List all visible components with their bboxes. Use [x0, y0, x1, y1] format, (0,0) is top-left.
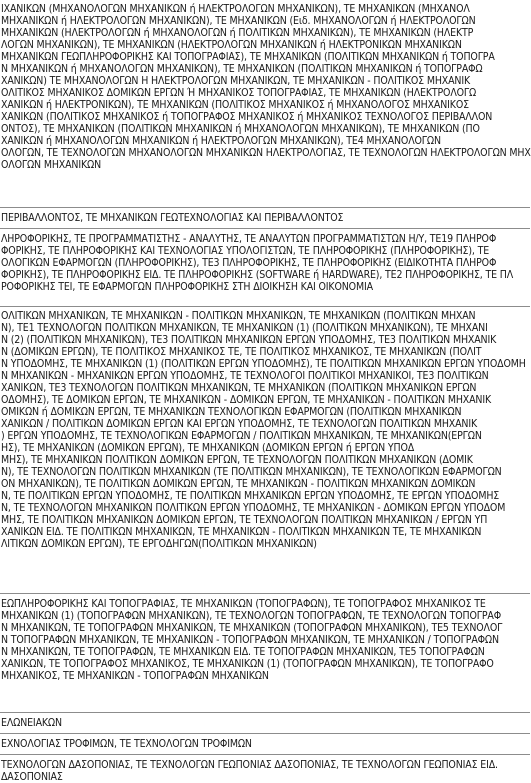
qualification-text-line: ΧΑΝΙΚΩΝ ή ΗΛΕΚΤΡΟΝΙΚΩΝ), ΤΕ ΜΗΧΑΝΙΚΩΝ (ΠΟΛΙΤΙΚΟΣ ΜΗΧΑΝΙΚΟΣ ή ΜΗΧΑΝΟΛΟΓΟΣ ΜΗΧΑΝΙΚΟΣ: [1, 99, 469, 111]
qualification-section: [0, 231, 530, 309]
qualification-text-line: Ν (ΔΟΜΙΚΩΝ ΕΡΓΩΝ), ΤΕ ΠΟΛΙΤΙΚΟΣ ΜΗΧΑΝΙΚΟΣ ΤΕ, ΤΕ ΠΟΛΙΤΙΚΟΣ ΜΗΧΑΝΙΚΟΣ, ΤΕ ΜΗΧΑΝΙΚΩΝ (ΠΟΛΙΤ: [1, 346, 482, 358]
qualification-section: [0, 3, 530, 210]
qualification-section: [0, 596, 530, 715]
qualification-text-line: ΧΑΝΙΚΩΝ ΕΙΔ. ΤΕ ΠΟΛΙΤΙΚΩΝ ΜΗΧΑΝΙΚΩΝ, ΤΕ ΜΗΧΑΝΙΚΩΝ - ΠΟΛΙΤΙΚΩΝ ΜΗΧΑΝΙΚΩΝ ΤΕ, ΤΕ ΜΗΧΑΝΙΚΩΝ: [1, 526, 482, 538]
qualification-text-line: Ν ΥΠΟΔΟΜΗΣ, ΤΕ ΜΗΧΑΝΙΚΩΝ (1) (ΠΟΛΙΤΙΚΩΝ ΕΡΓΩΝ ΥΠΟΔΟΜΗΣ), ΤΕ ΠΟΛΙΤΙΚΩΝ ΜΗΧΑΝΙΚΩΝ ΕΡΓΩΝ ΥΠΟΔΟΜΗ: [1, 358, 526, 370]
qualification-text-line: ΜΗΧΑΝΙΚΩΝ (1) (ΤΟΠΟΓΡΑΦΩΝ ΜΗΧΑΝΙΚΩΝ), ΤΕ ΤΕΧΝΟΛΟΓΩΝ ΤΟΠΟΓΡΑΦΩΝ, ΤΕ ΤΕΧΝΟΛΟΓΩΝ ΤΟΠΟΓΡΑΦ: [1, 610, 501, 622]
qualification-text-line: Ν), ΤΕ1 ΤΕΧΝΟΛΟΓΩΝ ΠΟΛΙΤΙΚΩΝ ΜΗΧΑΝΙΚΩΝ, ΤΕ ΜΗΧΑΝΙΚΩΝ (1) (ΠΟΛΙΤΙΚΩΝ ΜΗΧΑΝΙΚΩΝ), ΤΕ ΜΗΧΑΝΙ: [1, 322, 488, 334]
row-divider: [0, 228, 530, 229]
qualification-text-line: Ν ΜΗΧΑΝΙΚΩΝ - ΜΗΧΑΝΙΚΩΝ ΕΡΓΩΝ ΥΠΟΔΟΜΗΣ, ΤΕ ΤΕΧΝΟΛΟΓΟΙ ΠΟΛΙΤΙΚΟΙ ΜΗΧΑΝΙΚΟΙ, ΤΕ3 ΠΟΛΙΤΙΚΩΝ: [1, 370, 489, 382]
qualification-text-line: Ν ΜΗΧΑΝΙΚΩΝ, ΤΕ ΤΟΠΟΓΡΑΦΩΝ, ΤΕ ΜΗΧΑΝΙΚΩΝ ΕΙΔ. ΤΕ ΤΟΠΟΓΡΑΦΩΝ ΜΗΧΑΝΙΚΩΝ, ΤΕ5 ΤΟΠΟΓΡΑΦΩΝ: [1, 646, 485, 658]
qualification-text-line: ΦΟΡΙΚΗΣ), ΤΕ ΠΛΗΡΟΦΟΡΙΚΗΣ ΕΙΔ. ΤΕ ΠΛΗΡΟΦΟΡΙΚΗΣ (SOFTWARE ή HARDWARE), ΤΕ2 ΠΛΗΡΟΦΟΡΙΚΗΣ, ΤΕ ΠΛ: [1, 269, 514, 281]
qualification-text-line: ΜΗΣ, ΤΕ ΠΟΛΙΤΙΚΩΝ ΜΗΧΑΝΙΚΩΝ ΔΟΜΙΚΩΝ ΕΡΓΩΝ, ΤΕ ΤΕΧΝΟΛΟΓΩΝ ΠΟΛΙΤΙΚΩΝ ΜΗΧΑΝΙΚΩΝ / ΕΡΓΩΝ ΥΠ: [1, 514, 488, 526]
qualification-text-line: ΟΛΙΤΙΚΩΝ ΜΗΧΑΝΙΚΩΝ, ΤΕ ΜΗΧΑΝΙΚΩΝ - ΠΟΛΙΤΙΚΩΝ ΜΗΧΑΝΙΚΩΝ, ΤΕ ΜΗΧΑΝΙΚΩΝ (ΠΟΛΙΤΙΚΩΝ ΜΗΧΑΝ: [1, 310, 476, 322]
qualification-text-line: ΧΑΝΙΚΩΝ, ΤΕ ΤΟΠΟΓΡΑΦΟΣ ΜΗΧΑΝΙΚΟΣ, ΤΕ ΜΗΧΑΝΙΚΩΝ (1) (ΤΟΠΟΓΡΑΦΩΝ ΜΗΧΑΝΙΚΩΝ), ΤΕ ΤΟΠΟΓΡΑΦΟ: [1, 658, 494, 670]
qualification-text-line: ) ΕΡΓΩΝ ΥΠΟΔΟΜΗΣ, ΤΕ ΤΕΧΝΟΛΟΓΙΚΩΝ ΕΦΑΡΜΟΓΩΝ / ΠΟΛΙΤΙΚΩΝ ΜΗΧΑΝΙΚΩΝ, ΤΕ ΜΗΧΑΝΙΚΩΝ(ΕΡΓΩΝ: [1, 430, 482, 442]
qualification-text-line: Ν, ΤΕ ΠΟΛΙΤΙΚΩΝ ΕΡΓΩΝ ΥΠΟΔΟΜΗΣ, ΤΕ ΠΟΛΙΤΙΚΩΝ ΜΗΧΑΝΙΚΩΝ ΕΡΓΩΝ ΥΠΟΔΟΜΗΣ, ΤΕ ΕΡΓΩΝ ΥΠΟΔΟΜΗΣ: [1, 490, 500, 502]
qualification-text-line: ΠΕΡΙΒΑΛΛΟΝΤΟΣ, ΤΕ ΜΗΧΑΝΙΚΩΝ ΓΕΩΤΕΧΝΟΛΟΓΙΑΣ ΚΑΙ ΠΕΡΙΒΑΛΛΟΝΤΟΣ: [1, 212, 344, 224]
qualification-text-line: Ν ΤΟΠΟΓΡΑΦΩΝ ΜΗΧΑΝΙΚΩΝ, ΤΕ ΜΗΧΑΝΙΚΩΝ - ΤΟΠΟΓΡΑΦΩΝ ΜΗΧΑΝΙΚΩΝ, ΤΕ ΜΗΧΑΝΙΚΩΝ / ΤΟΠΟΓΡΑΦΩΝ: [1, 634, 499, 646]
row-divider: [0, 754, 530, 755]
qualification-text-line: ΡΟΦΟΡΙΚΗΣ ΤΕΙ, ΤΕ ΕΦΑΡΜΟΓΩΝ ΠΛΗΡΟΦΟΡΙΚΗΣ ΣΤΗ ΔΙΟΙΚΗΣΗ ΚΑΙ ΟΙΚΟΝΟΜΙΑ: [1, 281, 373, 293]
qualification-text-line: ΛΗΡΟΦΟΡΙΚΗΣ, ΤΕ ΠΡΟΓΡΑΜΜΑΤΙΣΤΗΣ - ΑΝΑΛΥΤΗΣ, ΤΕ ΑΝΑΛΥΤΩΝ ΠΡΟΓΡΑΜΜΑΤΙΣΤΩΝ Η/Υ, ΤΕ19 ΠΛΗΡΟΦ: [1, 233, 497, 245]
qualification-text-line: ΜΗΣ), ΤΕ ΜΗΧΑΝΙΚΩΝ ΠΟΛΙΤΙΚΩΝ ΔΟΜΙΚΩΝ ΕΡΓΩΝ, ΤΕ ΤΕΧΝΟΛΟΓΩΝ ΠΟΛΙΤΙΚΩΝ ΜΗΧΑΝΙΚΩΝ (ΔΟΜΙΚ: [1, 454, 473, 466]
row-divider: [0, 712, 530, 713]
qualification-text-line: ΜΗΧΑΝΙΚΩΝ ή ΗΛΕΚΤΡΟΛΟΓΩΝ ΜΗΧΑΝΙΚΩΝ), ΤΕ ΜΗΧΑΝΙΚΩΝ (Ειδ. ΜΗΧΑΝΟΛΟΓΩΝ ή ΗΛΕΚΤΡΟΛΟΓΩΝ: [1, 15, 476, 27]
qualification-text-line: ΕΧΝΟΛΟΓΙΑΣ ΤΡΟΦΙΜΩΝ, ΤΕ ΤΕΧΝΟΛΟΓΩΝ ΤΡΟΦΙΜΩΝ: [1, 738, 252, 750]
qualification-text-line: ΟΔΟΜΗΣ), ΤΕ ΔΟΜΙΚΩΝ ΕΡΓΩΝ, ΤΕ ΜΗΧΑΝΙΚΩΝ - ΔΟΜΙΚΩΝ ΕΡΓΩΝ, ΤΕ ΜΗΧΑΝΙΚΩΝ - ΠΟΛΙΤΙΚΩΝ ΜΗΧΑΝΙΚ: [1, 394, 492, 406]
qualification-text-line: ΔΑΣΟΠΟΝΙΑΣ: [1, 771, 63, 783]
qualification-text-line: ΧΑΝΙΚΩΝ / ΠΟΛΙΤΙΚΩΝ ΔΟΜΙΚΩΝ ΕΡΓΩΝ ΚΑΙ ΕΡΓΩΝ ΥΠΟΔΟΜΗΣ, ΤΕ ΤΕΧΝΟΛΟΓΩΝ ΠΟΛΙΤΙΚΩΝ ΜΗΧΑΝΙΚ: [1, 418, 478, 430]
qualification-text-line: ΜΗΧΑΝΙΚΟΣ, ΤΕ ΜΗΧΑΝΙΚΩΝ - ΤΟΠΟΓΡΑΦΩΝ ΜΗΧΑΝΙΚΩΝ: [1, 670, 269, 682]
qualification-text-line: Ν), ΤΕ ΤΕΧΝΟΛΟΓΩΝ ΠΟΛΙΤΙΚΩΝ ΜΗΧΑΝΙΚΩΝ (ΤΕ ΠΟΛΙΤΙΚΩΝ ΜΗΧΑΝΙΚΩΝ), ΤΕ ΤΕΧΝΟΛΟΓΙΚΩΝ ΕΦΑΡΜΟΓΩΝ: [1, 466, 502, 478]
qualification-text-line: ΟΝ ΜΗΧΑΝΙΚΩΝ), ΤΕ ΠΟΛΙΤΙΚΩΝ ΔΟΜΙΚΩΝ ΕΡΓΩΝ, ΤΕ ΜΗΧΑΝΙΚΩΝ - ΠΟΛΙΤΙΚΩΝ ΜΗΧΑΝΙΚΩΝ ΔΟΜΙΚΩΝ: [1, 478, 476, 490]
qualification-text-line: ΟΛΙΤΙΚΟΣ ΜΗΧΑΝΙΚΟΣ ΔΟΜΙΚΩΝ ΕΡΓΩΝ Ή ΜΗΧΑΝΙΚΟΣ ΤΟΠΟΓΡΑΦΙΑΣ, ΤΕ ΜΗΧΑΝΙΚΩΝ (ΗΛΕΚΤΡΟΛΟΓΩ: [1, 87, 477, 99]
qualification-text-line: ΕΛΩΝΕΙΑΚΩΝ: [1, 717, 62, 729]
qualification-text-line: ΜΗΧΑΝΙΚΩΝ (ΗΛΕΚΤΡΟΛΟΓΩΝ ή ΜΗΧΑΝΟΛΟΓΩΝ ή ΠΟΛΙΤΙΚΩΝ ΜΗΧΑΝΙΚΩΝ), ΤΕ ΜΗΧΑΝΙΚΩΝ (ΗΛΕΚΤΡ: [1, 27, 474, 39]
qualification-text-line: Ν ΜΗΧΑΝΙΚΩΝ ή ΜΗΧΑΝΟΛΟΓΩΝ ΜΗΧΑΝΙΚΩΝ), ΤΕ ΜΗΧΑΝΙΚΩΝ (ΠΟΛΙΤΙΚΩΝ ΜΗΧΑΝΙΚΩΝ ή ΤΟΠΟΓΡΑΦΩ: [1, 63, 483, 75]
qualification-text-line: ΕΩΠΛΗΡΟΦΟΡΙΚΗΣ ΚΑΙ ΤΟΠΟΓΡΑΦΙΑΣ, ΤΕ ΜΗΧΑΝΙΚΩΝ (ΤΟΠΟΓΡΑΦΩΝ), ΤΕ ΤΟΠΟΓΡΑΦΟΣ ΜΗΧΑΝΙΚΟΣ ΤΕ: [1, 598, 486, 610]
row-divider: [0, 207, 530, 208]
qualification-text-line: ΦΟΡΙΚΗΣ, ΤΕ ΠΛΗΡΟΦΟΡΙΚΗΣ ΚΑΙ ΤΕΧΝΟΛΟΓΙΑΣ ΥΠΟΛΟΓΙΣΤΩΝ, ΤΕ ΠΛΗΡΟΦΟΡΙΚΗΣ (ΠΛΗΡΟΦΟΡΙΚΗΣ), ΤΕ: [1, 245, 490, 257]
qualification-text-line: ΤΕΧΝΟΛΟΓΩΝ ΔΑΣΟΠΟΝΙΑΣ, ΤΕ ΤΕΧΝΟΛΟΓΩΝ ΓΕΩΠΟΝΙΑΣ ΔΑΣΟΠΟΝΙΑΣ, ΤΕ ΤΕΧΝΟΛΟΓΩΝ ΓΕΩΠΟΝΙΑΣ ΕΙΔ.: [1, 759, 498, 771]
qualification-text-line: ΜΗΧΑΝΙΚΩΝ ΓΕΩΠΛΗΡΟΦΟΡΙΚΗΣ ΚΑΙ ΤΟΠΟΓΡΑΦΙΑΣ), ΤΕ ΜΗΧΑΝΙΚΩΝ (ΠΟΛΙΤΙΚΩΝ ΜΗΧΑΝΙΚΩΝ ή ΤΟΠΟΓΡΑ: [1, 51, 495, 63]
qualification-text-line: ΟΝΤΟΣ), ΤΕ ΜΗΧΑΝΙΚΩΝ (ΠΟΛΙΤΙΚΩΝ ΜΗΧΑΝΙΚΩΝ ή ΜΗΧΑΝΟΛΟΓΩΝ ΜΗΧΑΝΙΚΩΝ), ΤΕ ΜΗΧΑΝΙΚΩΝ (ΠΟ: [1, 123, 480, 135]
qualification-text-line: ΗΣ), ΤΕ ΜΗΧΑΝΙΚΩΝ (ΔΟΜΙΚΩΝ ΕΡΓΩΝ), ΤΕ ΜΗΧΑΝΙΚΩΝ (ΔΟΜΙΚΩΝ ΕΡΓΩΝ ή ΕΡΓΩΝ ΥΠΟΔ: [1, 442, 415, 454]
qualification-text-line: ΧΑΝΙΚΩΝ (ΠΟΛΙΤΙΚΟΣ ΜΗΧΑΝΙΚΟΣ ή ΤΟΠΟΓΡΑΦΟΣ ΜΗΧΑΝΙΚΟΣ ή ΜΗΧΑΝΙΚΟΣ ΤΕΧΝΟΛΟΓΟΣ ΠΕΡΙΒΑΛΛΟΝ: [1, 111, 493, 123]
row-divider: [0, 593, 530, 594]
qualification-section: [0, 757, 530, 783]
qualification-section: [0, 309, 530, 596]
qualification-text-line: Ν (2) (ΠΟΛΙΤΙΚΩΝ ΜΗΧΑΝΙΚΩΝ), ΤΕ3 ΠΟΛΙΤΙΚΩΝ ΜΗΧΑΝΙΚΩΝ ΕΡΓΩΝ ΥΠΟΔΟΜΗΣ, ΤΕ3 ΠΟΛΙΤΙΚΩΝ ΜΗΧΑΝΙΚ: [1, 334, 497, 346]
qualification-text-line: ΛΟΓΩΝ ΜΗΧΑΝΙΚΩΝ), ΤΕ ΜΗΧΑΝΙΚΩΝ (ΗΛΕΚΤΡΟΛΟΓΩΝ ΜΗΧΑΝΙΚΩΝ ή ΗΛΕΚΤΡΟΝΙΚΩΝ ΜΗΧΑΝΙΚΩΝ: [1, 39, 462, 51]
qualification-text-line: Ν ΜΗΧΑΝΙΚΩΝ, ΤΕ ΤΟΠΟΓΡΑΦΩΝ ΜΗΧΑΝΙΚΩΝ, ΤΕ ΜΗΧΑΝΙΚΩΝ (ΤΟΠΟΓΡΑΦΩΝ ΜΗΧΑΝΙΚΩΝ), ΤΕ5 ΤΕΧΝΟΛΟΓ: [1, 622, 503, 634]
qualification-text-line: ΟΛΟΓΙΚΩΝ ΕΦΑΡΜΟΓΩΝ (ΠΛΗΡΟΦΟΡΙΚΗΣ), ΤΕ3 ΠΛΗΡΟΦΟΡΙΚΗΣ, ΤΕ ΠΛΗΡΟΦΟΡΙΚΗΣ (ΕΙΔΙΚΟΤΗΤΑ ΠΛΗΡΟΦ: [1, 257, 497, 269]
row-divider: [0, 733, 530, 734]
qualification-text-line: Ν, ΤΕ ΤΕΧΝΟΛΟΓΩΝ ΜΗΧΑΝΙΚΩΝ ΠΟΛΙΤΙΚΩΝ ΕΡΓΩΝ ΥΠΟΔΟΜΗΣ, ΤΕ ΜΗΧΑΝΙΚΩΝ - ΔΟΜΙΚΩΝ ΕΡΓΩΝ ΥΠΟΔΟΜ: [1, 502, 506, 514]
qualification-text-line: ΟΜΙΚΩΝ ή ΔΟΜΙΚΩΝ ΕΡΓΩΝ, ΤΕ ΜΗΧΑΝΙΚΩΝ ΤΕΧΝΟΛΟΓΙΚΩΝ ΕΦΑΡΜΟΓΩΝ (ΠΟΛΙΤΙΚΩΝ ΜΗΧΑΝΙΚΩΝ: [1, 406, 462, 418]
qualification-text-line: ΧΑΝΙΚΩΝ ή ΜΗΧΑΝΟΛΟΓΩΝ ΜΗΧΑΝΙΚΩΝ ή ΗΛΕΚΤΡΟΛΟΓΩΝ ΜΗΧΑΝΙΚΩΝ), ΤΕ4 ΜΗΧΑΝΟΛΟΓΩΝ: [1, 135, 441, 147]
qualification-text-line: ΟΛΟΓΩΝ ΜΗΧΑΝΙΚΩΝ: [1, 159, 101, 171]
row-divider: [0, 306, 530, 307]
qualification-text-line: ΧΑΝΙΚΩΝ, ΤΕ3 ΤΕΧΝΟΛΟΓΩΝ ΠΟΛΙΤΙΚΩΝ ΜΗΧΑΝΙΚΩΝ, ΤΕ ΜΗΧΑΝΙΚΩΝ (ΠΟΛΙΤΙΚΩΝ ΜΗΧΑΝΙΚΩΝ ΕΡΓΩΝ: [1, 382, 477, 394]
qualification-text-line: ΧΑΝΙΚΩΝ) ΤΕ ΜΗΧΑΝΟΛΟΓΩΝ Η ΗΛΕΚΤΡΟΛΟΓΩΝ ΜΗΧΑΝΙΚΩΝ, ΤΕ ΜΗΧΑΝΙΚΩΝ - ΠΟΛΙΤΙΚΟΣ ΜΗΧΑΝΙΚ: [1, 75, 470, 87]
qualification-text-line: ΟΛΟΓΩΝ, ΤΕ ΤΕΧΝΟΛΟΓΩΝ ΜΗΧΑΝΟΛΟΓΩΝ ΜΗΧΑΝΙΚΩΝ ΗΛΕΚΤΡΟΛΟΓΙΑΣ, ΤΕ ΤΕΧΝΟΛΟΓΩΝ ΗΛΕΚΤΡΟΛΟΓΩΝ ΜΗΧ: [1, 147, 531, 159]
qualification-text-line: ΙΧΑΝΙΚΩΝ (ΜΗΧΑΝΟΛΟΓΩΝ ΜΗΧΑΝΙΚΩΝ ή ΗΛΕΚΤΡΟΛΟΓΩΝ ΜΗΧΑΝΙΚΩΝ), ΤΕ ΜΗΧΑΝΙΚΩΝ (ΜΗΧΑΝΟΛ: [1, 3, 470, 15]
qualification-text-line: ΛΙΤΙΚΩΝ ΔΟΜΙΚΩΝ ΕΡΓΩΝ), ΤΕ ΕΡΓΟΔΗΓΩΝ(ΠΟΛΙΤΙΚΩΝ ΜΗΧΑΝΙΚΩΝ): [1, 538, 317, 550]
